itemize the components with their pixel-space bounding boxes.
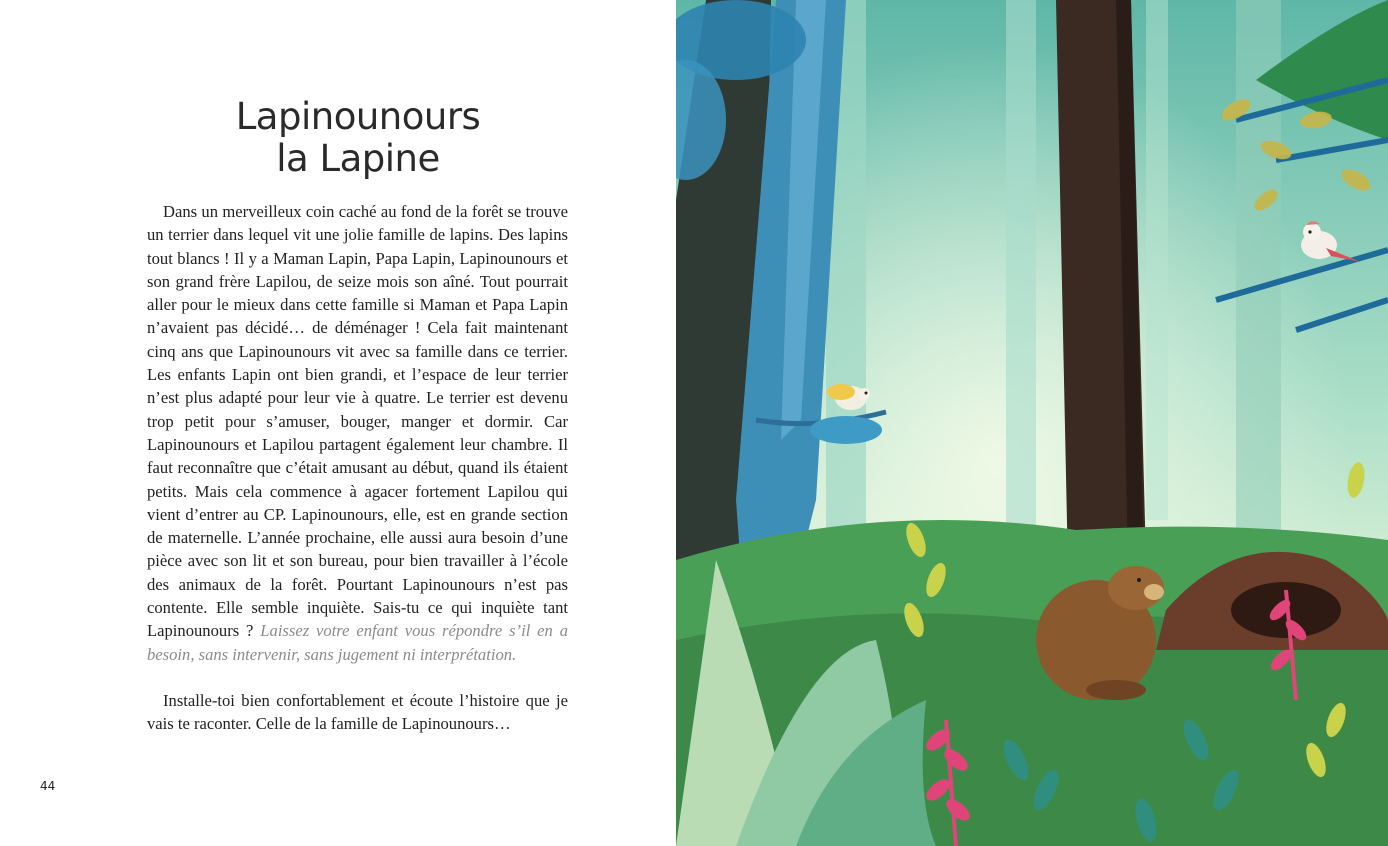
paragraph-1	[147, 200, 568, 666]
parent-instruction: Laissez votre enfant vous répondre s’il en a besoin, sans intervenir, sans jugement ni interprétation.	[147, 621, 569, 664]
story-text	[147, 200, 568, 736]
page-number: 44	[40, 779, 56, 793]
page-title	[148, 96, 568, 180]
title-line-1: Lapinounours	[235, 95, 481, 138]
paragraph-1-text: Dans un merveilleux coin caché au fond de la forêt se trouve un terrier dans lequel vit une jolie famille de lapins. Des lapins tout blancs ! Il y a Maman Lapin, Papa Lapin, Lapinounours et son grand frère Lapilou, de seize mois son aîné. Tout pourrait aller pour le mieux dans cette famille si Maman et Papa Lapin n’avaient pas décidé… de déménager ! Cela fait maintenant cinq ans que Lapinounours vit avec sa famille dans ce terrier. Les enfants Lapin ont bien grandi, et l’espace de leur terrier n’est plus adapté pour leur vie à quatre. Le terrier est devenu trop petit pour s’amuser, bouger, manger et dormir. Car Lapinounours et Lapilou partagent également leur chambre. Il faut reconnaître que c’était amusant au début, quand ils étaient petits. Mais cela commence à agacer fortement Lapilou qui vient d’entrer au CP. Lapinounours, elle, est en grande section de maternelle. L’année prochaine, elle aussi aura besoin d’une pièce avec son lit et son bureau, pour bien travailler à l’école des animaux de la forêt. Pourtant Lapinounours n’est pas contente. Elle semble inquiète. Sais-tu ce qui inquiète tant Lapinounours ?	[147, 202, 568, 641]
forest-scene	[676, 0, 1388, 846]
paragraph-2: Installe-toi bien confortablement et écoute l’histoire que je vais te raconter. Celle de la famille de Lapinounours…	[147, 690, 568, 734]
forest-illustration	[676, 0, 1388, 846]
left-page	[0, 0, 676, 846]
title-line-2: la Lapine	[276, 137, 440, 180]
